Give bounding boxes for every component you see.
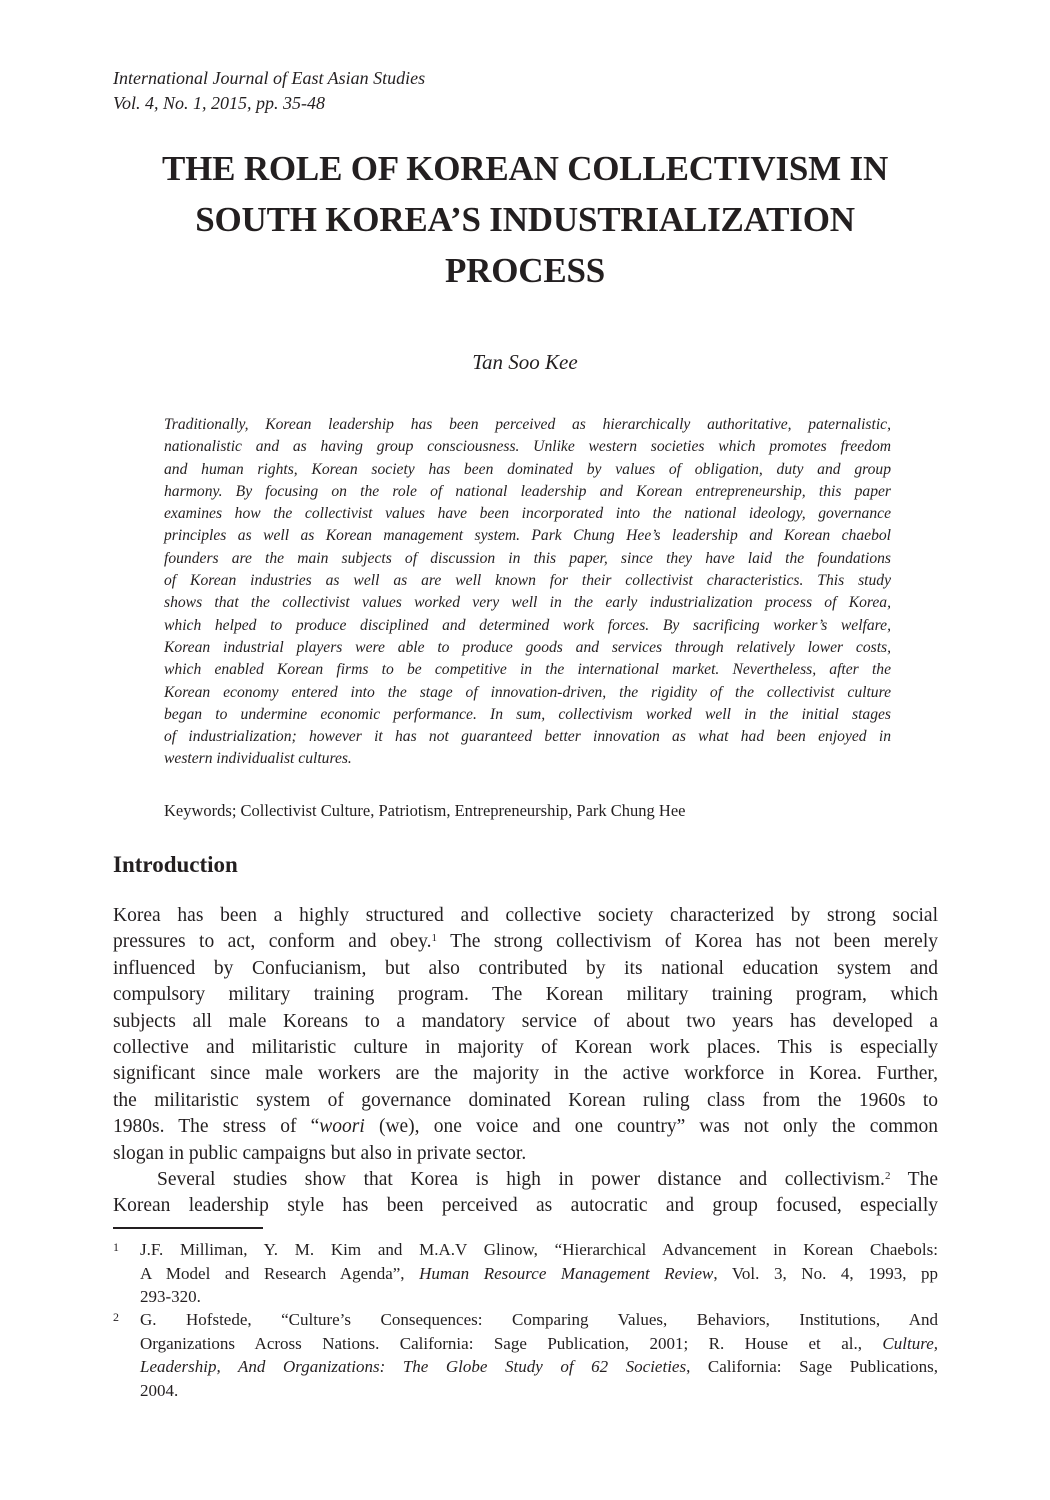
footnote-number: 1 <box>113 1240 119 1254</box>
footnote-segment: Organizations Across Nations. California: Sage Publication, 2001; R. House et al., <box>140 1333 883 1353</box>
body-line: Korea has been a highly structured and collective society characterized by strong social <box>113 905 938 926</box>
footnote-segment: A Model and Research Agenda”, <box>140 1263 420 1283</box>
abstract-line: harmony. By focusing on the role of national leadership and Korean entrepreneurship, this paper <box>164 482 891 500</box>
footnote-text <box>140 1238 938 1309</box>
footnote-line <box>140 1262 938 1286</box>
footnote-line: 2004. <box>140 1380 179 1400</box>
abstract-line: began to undermine economic performance. In sum, collectivism worked well in the initial stages <box>164 705 891 723</box>
abstract-line: western individualist cultures. <box>164 750 352 768</box>
abstract-line: examines how the collectivist values have been incorporated into the national ideology, governance <box>164 505 891 523</box>
abstract <box>164 414 891 771</box>
footnote-line: J.F. Milliman, Y. M. Kim and M.A.V Glinow, “Hierarchical Advancement in Korean Chaebols: <box>140 1240 938 1259</box>
title-line: SOUTH KOREA’S INDUSTRIALIZATION <box>195 200 855 239</box>
footnote-1 <box>113 1238 938 1309</box>
abstract-line: nationalistic and as having group consciousness. Unlike western societies which promotes freedom <box>164 438 891 456</box>
footnote-segment: , California: Sage Publications, <box>686 1357 938 1376</box>
abstract-line: of industrialization; however it has not guaranteed better innovation as what had been enjoyed in <box>164 728 891 746</box>
abstract-line: shows that the collectivist values worked very well in the early industrialization process of Korea, <box>164 594 891 612</box>
body-paragraphs <box>113 903 938 1220</box>
footnote-book-title: Leadership, And Organizations: The Globe Study of 62 Societies <box>140 1357 687 1376</box>
footnote-line: G. Hofstede, “Culture’s Consequences: Comparing Values, Behaviors, Institutions, And <box>140 1310 938 1329</box>
keywords: Keywords; Collectivist Culture, Patriotism, Entrepreneurship, Park Chung Hee <box>164 801 686 820</box>
body-line <box>113 1167 938 1193</box>
title-line: PROCESS <box>444 251 606 290</box>
footnote-journal: Human Resource Management Review <box>419 1263 714 1283</box>
body-text-segment: Several studies show that Korea is high in power distance and collectivism. <box>157 1169 885 1191</box>
body-line: slogan in public campaigns but also in private sector. <box>113 1142 527 1164</box>
footnote-divider <box>113 1227 263 1229</box>
body-text-segment: The strong collectivism of Korea has not been merely <box>436 931 939 953</box>
footnote-segment: , Vol. 3, No. 4, 1993, pp <box>713 1263 939 1283</box>
body-line: subjects all male Koreans to a mandatory service of about two years has developed a <box>113 1010 938 1032</box>
emphasis-term: woori <box>319 1116 365 1138</box>
body-line: Korean leadership style has been perceived as autocratic and group focused, especially <box>113 1195 938 1217</box>
footnote-2 <box>113 1308 938 1402</box>
paper-title <box>100 143 950 296</box>
footnote-number: 2 <box>113 1310 119 1324</box>
title-line: THE ROLE OF KOREAN COLLECTIVISM IN <box>161 149 889 188</box>
body-text-segment: 1980s. The stress of “ <box>113 1116 320 1138</box>
footnote-ref: 1 <box>431 932 437 945</box>
abstract-line: Korean economy entered into the stage of innovation-driven, the rigidity of the collectivist culture <box>164 683 891 701</box>
body-line: significant since male workers are the majority in the active workforce in Korea. Further, <box>113 1063 938 1085</box>
section-heading: Introduction <box>113 852 238 877</box>
body-line: influenced by Confucianism, but also contributed by its national education system and <box>113 957 938 979</box>
abstract-line: Traditionally, Korean leadership has been perceived as hierarchically authoritative, paternalistic, <box>164 416 891 433</box>
body-line: compulsory military training program. The Korean military training program, which <box>113 984 938 1006</box>
journal-name: International Journal of East Asian Studies <box>113 68 426 88</box>
footnote-line: 293-320. <box>140 1287 201 1306</box>
abstract-line: founders are the main subjects of discussion in this paper, since they have laid the foundations <box>164 549 891 567</box>
abstract-line: and human rights, Korean society has been dominated by values of obligation, duty and group <box>164 460 891 478</box>
abstract-line: principles as well as Korean management system. Park Chung Hee’s leadership and Korean chaebol <box>164 527 891 545</box>
abstract-line: which helped to produce disciplined and determined work forces. By sacrificing worker’s welfare, <box>164 616 891 634</box>
body-line <box>113 929 938 955</box>
abstract-line: which enabled Korean firms to be competitive in the international market. Nevertheless, after the <box>164 661 891 679</box>
body-text-segment: The <box>890 1169 938 1191</box>
body-line: collective and militaristic culture in majority of Korean work places. This is especially <box>113 1037 938 1059</box>
body-text-segment: (we), one voice and one country” was not only the common <box>364 1116 938 1138</box>
footnote-book-title: Culture, <box>882 1333 938 1353</box>
footnote-line <box>140 1332 938 1356</box>
body-line: the militaristic system of governance dominated Korean ruling class from the 1960s to <box>113 1089 938 1111</box>
body-line <box>113 1114 938 1140</box>
abstract-line: of Korean industries as well as are well known for their collectivist characteristics. This study <box>164 572 891 590</box>
footnote-line <box>140 1355 938 1379</box>
footnote-text <box>140 1308 938 1402</box>
author-name: Tan Soo Kee <box>472 350 578 374</box>
journal-volume: Vol. 4, No. 1, 2015, pp. 35-48 <box>113 93 326 113</box>
body-text-segment: pressures to act, conform and obey. <box>113 931 432 953</box>
journal-header <box>113 66 425 116</box>
abstract-line: Korean industrial players were able to produce goods and services through relatively lower costs, <box>164 638 891 656</box>
footnote-ref: 2 <box>884 1170 891 1183</box>
